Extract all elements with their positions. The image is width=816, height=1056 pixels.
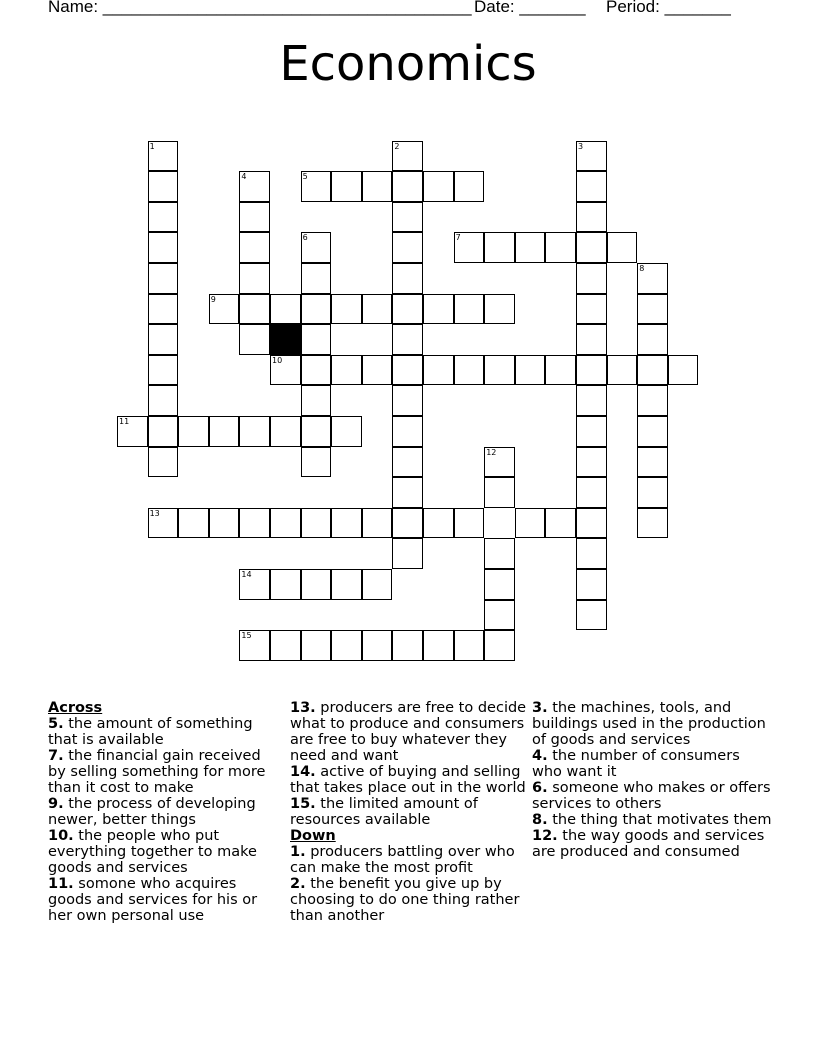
grid-cell[interactable]	[576, 477, 607, 508]
grid-cell[interactable]	[270, 294, 301, 325]
grid-cell[interactable]	[331, 569, 362, 600]
clue-number: 14	[241, 570, 252, 579]
grid-cell[interactable]	[515, 355, 546, 386]
grid-cell[interactable]	[576, 263, 607, 294]
grid-cell[interactable]	[637, 263, 668, 294]
grid-cell[interactable]	[239, 569, 270, 600]
clue-number: 15	[241, 631, 252, 641]
grid-cell[interactable]	[668, 355, 699, 386]
grid-cell[interactable]	[392, 294, 423, 325]
grid-cell[interactable]	[392, 171, 423, 202]
grid-cell[interactable]	[392, 385, 423, 416]
clue-number: 9	[210, 294, 216, 304]
grid-cell[interactable]	[148, 355, 179, 386]
clue-item	[290, 764, 528, 796]
clue-number: 12	[486, 447, 497, 457]
black-square	[270, 324, 301, 355]
clue-item	[290, 844, 528, 876]
grid-cell[interactable]	[239, 324, 270, 355]
clue-item-text: the people who put everything together to make goods and services	[48, 828, 257, 876]
grid-cell[interactable]	[454, 232, 485, 263]
clue-number: 4	[241, 172, 247, 182]
grid-cell[interactable]	[576, 569, 607, 600]
clue-item	[48, 828, 278, 876]
grid-cell[interactable]	[576, 508, 607, 539]
clue-item-number: 13.	[290, 700, 316, 716]
grid-cell[interactable]	[331, 416, 362, 447]
grid-cell[interactable]	[637, 324, 668, 355]
grid-cell[interactable]	[484, 355, 515, 386]
clue-number: 8	[639, 264, 645, 273]
grid-cell[interactable]	[209, 416, 240, 447]
clue-number: 11	[119, 417, 130, 426]
clue-item	[290, 876, 528, 924]
grid-cell[interactable]	[331, 508, 362, 539]
grid-cell[interactable]	[301, 385, 332, 416]
grid-cell[interactable]	[607, 232, 638, 263]
clue-number: 6	[302, 233, 308, 243]
grid-cell[interactable]	[576, 416, 607, 447]
grid-cell[interactable]	[331, 294, 362, 325]
grid-cell[interactable]	[576, 538, 607, 569]
grid-cell[interactable]	[392, 630, 423, 661]
grid-cell[interactable]	[545, 508, 576, 539]
grid-cell[interactable]	[392, 232, 423, 263]
grid-cell[interactable]	[301, 263, 332, 294]
grid-cell[interactable]	[392, 141, 423, 172]
grid-cell[interactable]	[331, 630, 362, 661]
grid-cell[interactable]	[454, 355, 485, 386]
grid-cell[interactable]	[392, 538, 423, 569]
clue-item-text: the financial gain received by selling something for more than it cost to make	[48, 748, 266, 796]
clue-item-number: 2.	[290, 876, 306, 892]
grid-cell[interactable]	[239, 294, 270, 325]
grid-cell[interactable]	[301, 630, 332, 661]
grid-cell[interactable]	[270, 569, 301, 600]
grid-cell[interactable]	[392, 416, 423, 447]
grid-cell[interactable]	[301, 324, 332, 355]
grid-cell[interactable]	[392, 477, 423, 508]
grid-cell[interactable]	[301, 294, 332, 325]
clue-item	[48, 876, 278, 924]
grid-cell[interactable]	[484, 538, 515, 569]
clue-item	[290, 700, 528, 764]
grid-cell[interactable]	[423, 171, 454, 202]
clue-item-number: 3.	[532, 700, 548, 716]
grid-cell[interactable]	[148, 294, 179, 325]
clue-section-heading: Down	[290, 828, 336, 844]
clue-item-number: 10.	[48, 828, 74, 844]
clue-item	[290, 796, 528, 828]
clue-item-text: the way goods and services are produced and consumed	[532, 828, 765, 860]
clue-item-text: the thing that motivates them	[547, 812, 772, 828]
grid-cell[interactable]	[301, 508, 332, 539]
grid-cell[interactable]	[576, 141, 607, 172]
grid-cell[interactable]	[637, 508, 668, 539]
grid-cell[interactable]	[515, 232, 546, 263]
grid-cell[interactable]	[607, 355, 638, 386]
grid-cell[interactable]	[117, 416, 148, 447]
clue-item-text: the machines, tools, and buildings used in the production of goods and services	[532, 700, 766, 748]
grid-cell[interactable]	[270, 355, 301, 386]
clues-column-1	[48, 700, 278, 924]
grid-cell[interactable]	[637, 477, 668, 508]
grid-cell[interactable]	[148, 232, 179, 263]
grid-cell[interactable]	[484, 477, 515, 508]
clue-item-number: 11.	[48, 876, 74, 892]
grid-cell[interactable]	[637, 294, 668, 325]
grid-cell[interactable]	[423, 508, 454, 539]
grid-cell[interactable]	[545, 355, 576, 386]
grid-cell[interactable]	[148, 202, 179, 233]
page-title: Economics	[279, 36, 537, 92]
clue-item-text: the amount of something that is available	[48, 716, 253, 748]
clue-item	[532, 812, 772, 828]
grid-cell[interactable]	[484, 232, 515, 263]
clue-number: 1	[149, 141, 155, 151]
grid-cell[interactable]	[239, 263, 270, 294]
grid-cell[interactable]	[392, 355, 423, 386]
grid-cell[interactable]	[454, 171, 485, 202]
clues-column-3	[532, 700, 772, 860]
clue-item-text: producers are free to decide what to produce and consumers are free to buy whatever they need and want	[290, 700, 527, 764]
clue-item-number: 8.	[532, 812, 548, 828]
clue-number: 7	[455, 233, 461, 243]
clue-item-number: 12.	[532, 828, 558, 844]
clue-item	[532, 828, 772, 860]
clue-number: 2	[394, 141, 400, 151]
clue-item-text: the benefit you give up by choosing to do one thing rather than another	[290, 876, 520, 924]
grid-cell[interactable]	[239, 508, 270, 539]
grid-cell[interactable]	[576, 385, 607, 416]
clue-item-text: the limited amount of resources available	[290, 796, 478, 828]
grid-cell[interactable]	[148, 508, 179, 539]
clue-item	[48, 716, 278, 748]
clue-item-number: 7.	[48, 748, 64, 764]
grid-cell[interactable]	[301, 232, 332, 263]
grid-cell[interactable]	[484, 600, 515, 631]
grid-cell[interactable]	[239, 202, 270, 233]
clue-number: 13	[149, 508, 160, 518]
grid-cell[interactable]	[637, 447, 668, 478]
grid-cell[interactable]	[392, 447, 423, 478]
grid-cell[interactable]	[576, 202, 607, 233]
date-field-label[interactable]: Date: _______	[474, 0, 586, 16]
grid-cell[interactable]	[454, 508, 485, 539]
clue-item-text: somone who acquires goods and services for his or her own personal use	[48, 876, 258, 924]
grid-cell[interactable]	[209, 508, 240, 539]
grid-cell[interactable]	[484, 294, 515, 325]
grid-cell[interactable]	[362, 171, 393, 202]
grid-cell[interactable]	[423, 355, 454, 386]
clue-item-number: 6.	[532, 780, 548, 796]
grid-cell[interactable]	[392, 263, 423, 294]
grid-cell[interactable]	[270, 416, 301, 447]
clue-item-number: 15.	[290, 796, 316, 812]
grid-cell[interactable]	[331, 171, 362, 202]
grid-cell[interactable]	[576, 447, 607, 478]
grid-cell[interactable]	[362, 355, 393, 386]
grid-cell[interactable]	[392, 508, 423, 539]
grid-cell[interactable]	[576, 324, 607, 355]
grid-cell[interactable]	[454, 294, 485, 325]
clue-item-text: the number of consumers who want it	[532, 748, 740, 780]
grid-cell[interactable]	[301, 416, 332, 447]
clue-number: 3	[578, 141, 584, 151]
grid-cell[interactable]	[270, 630, 301, 661]
grid-cell[interactable]	[301, 569, 332, 600]
grid-cell[interactable]	[545, 232, 576, 263]
grid-cell[interactable]	[148, 447, 179, 478]
clue-item	[48, 748, 278, 796]
clue-item-text: the process of developing newer, better things	[48, 796, 256, 828]
grid-cell[interactable]	[576, 294, 607, 325]
grid-cell[interactable]	[423, 294, 454, 325]
grid-cell[interactable]	[515, 508, 546, 539]
grid-cell[interactable]	[637, 355, 668, 386]
clue-item-text: someone who makes or offers services to others	[532, 780, 771, 812]
grid-cell[interactable]	[301, 171, 332, 202]
clue-item-number: 14.	[290, 764, 316, 780]
grid-cell[interactable]	[148, 416, 179, 447]
grid-cell[interactable]	[148, 171, 179, 202]
grid-cell[interactable]	[637, 416, 668, 447]
period-field-label[interactable]: Period: _______	[606, 0, 731, 16]
grid-cell[interactable]	[270, 508, 301, 539]
grid-cell[interactable]	[178, 508, 209, 539]
grid-cell[interactable]	[239, 232, 270, 263]
grid-cell[interactable]	[637, 385, 668, 416]
clue-item-text: producers battling over who can make the most profit	[290, 844, 515, 876]
grid-cell[interactable]	[392, 324, 423, 355]
grid-cell[interactable]	[209, 294, 240, 325]
grid-cell[interactable]	[576, 355, 607, 386]
grid-cell[interactable]	[178, 416, 209, 447]
clue-item	[48, 796, 278, 828]
clue-item	[532, 748, 772, 780]
grid-cell[interactable]	[148, 263, 179, 294]
grid-cell[interactable]	[148, 385, 179, 416]
clue-number: 5	[302, 172, 308, 182]
grid-cell[interactable]	[239, 630, 270, 661]
grid-cell[interactable]	[362, 508, 393, 539]
grid-cell[interactable]	[484, 569, 515, 600]
grid-cell[interactable]	[239, 171, 270, 202]
grid-cell[interactable]	[576, 171, 607, 202]
grid-cell[interactable]	[148, 141, 179, 172]
grid-cell[interactable]	[331, 355, 362, 386]
clues-column-2	[290, 700, 528, 924]
clue-item-number: 5.	[48, 716, 64, 732]
name-field-label[interactable]: Name: _______________________________________	[48, 0, 472, 16]
grid-cell[interactable]	[576, 600, 607, 631]
grid-cell[interactable]	[484, 630, 515, 661]
grid-cell[interactable]	[392, 202, 423, 233]
grid-cell[interactable]	[362, 569, 393, 600]
grid-cell[interactable]	[301, 447, 332, 478]
clue-item-number: 9.	[48, 796, 64, 812]
grid-cell[interactable]	[239, 416, 270, 447]
grid-cell[interactable]	[148, 324, 179, 355]
clue-number: 10	[272, 355, 283, 365]
clue-item-text: active of buying and selling that takes place out in the world	[290, 764, 526, 796]
grid-cell[interactable]	[576, 232, 607, 263]
clue-item	[532, 780, 772, 812]
clue-item-number: 1.	[290, 844, 306, 860]
clue-item	[532, 700, 772, 748]
clue-section-heading: Across	[48, 700, 103, 716]
grid-cell[interactable]	[423, 630, 454, 661]
grid-cell[interactable]	[454, 630, 485, 661]
grid-cell[interactable]	[301, 355, 332, 386]
grid-cell[interactable]	[362, 294, 393, 325]
grid-cell[interactable]	[362, 630, 393, 661]
clue-item-number: 4.	[532, 748, 548, 764]
grid-cell[interactable]	[484, 447, 515, 478]
